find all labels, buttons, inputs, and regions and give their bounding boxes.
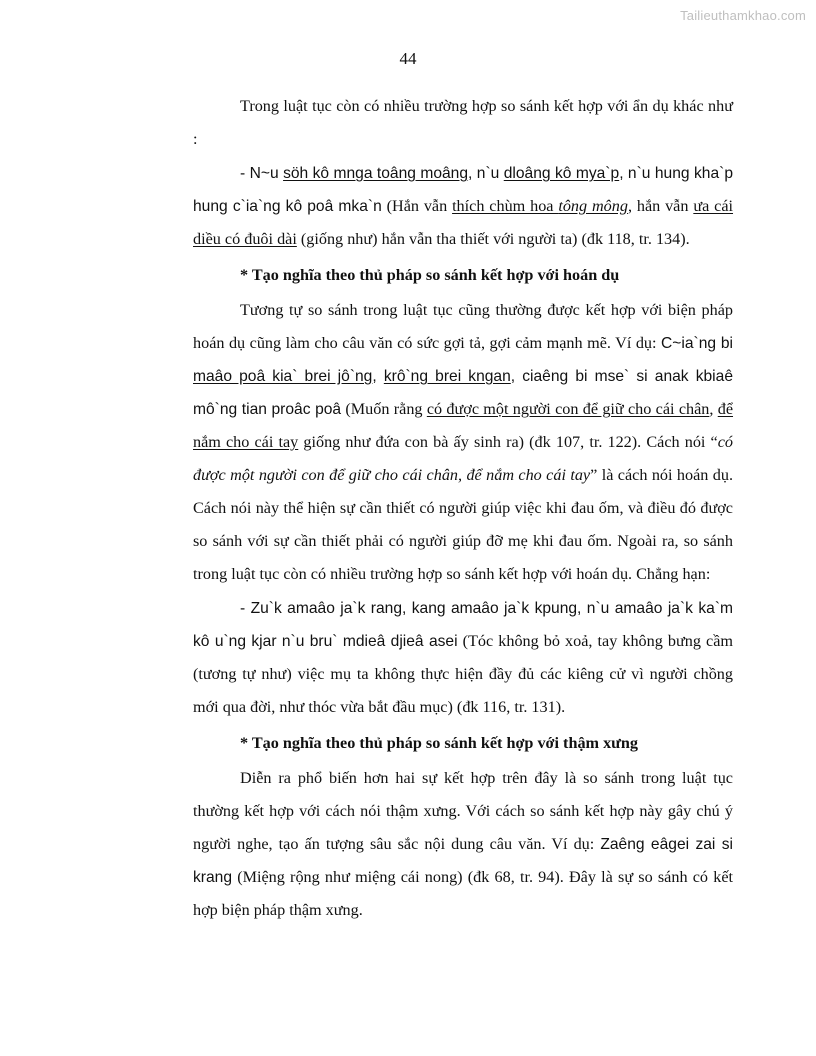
translation-underlined: để nắm cho cái tay: [193, 400, 734, 451]
paragraph-example-metaphor: [193, 157, 733, 256]
paragraph-metonymy: [193, 294, 733, 591]
paragraph-example-metonymy: [193, 592, 733, 724]
ede-text: - Zu`k amaâo ja`k rang, kang amaâo ja`k kpung, n`u amaâo ja`k ka`m kô u`ng kjar n`u bru` mdieâ djieâ asei: [193, 600, 733, 650]
ede-text-underlined: dloâng kô mya`p: [503, 165, 620, 182]
translation-underlined: có được một người con để giữ cho cái chân: [426, 400, 710, 418]
ede-text: , ciaêng bi mse` si anak kbiaê mô`ng tian proâc poâ: [193, 368, 733, 418]
translation-text: , hắn vẫn: [627, 197, 694, 215]
page-number: 44: [399, 49, 417, 68]
ede-text-underlined: söh kô mnga toâng moâng: [283, 165, 469, 182]
paragraph-hyperbole: [193, 762, 733, 927]
ede-text-underlined: krô`ng brei kngan: [383, 368, 511, 385]
ede-text-underlined: maâo poâ kia` brei jô`ng: [193, 368, 373, 385]
heading-metonymy: * Tạo nghĩa theo thủ pháp so sánh kết hợp với hoán dụ: [240, 266, 620, 284]
body-text: giống như đứa con bà ấy sinh ra) (đk 107, tr. 122). Cách nói “: [298, 433, 718, 451]
body-text: ” là cách nói hoán dụ. Cách nói này thể hiện sự cần thiết có người giúp việc khi đau ốm, và điều đó được so sánh với sự cần thiết phải có người giúp đỡ mẹ khi đau ốm. Ngoài ra, so sánh trong luật tục còn có nhiều trường hợp so sánh kết hợp với hoán dụ. Chẳng hạn:: [193, 466, 733, 583]
body-text: Tương tự so sánh trong luật tục cũng thường được kết hợp với biện pháp hoán dụ cũng làm cho câu văn có sức gợi tả, gợi cảm mạnh mẽ. Ví dụ:: [193, 301, 733, 352]
translation-text: (Muốn rằng: [341, 400, 427, 418]
translation-underlined: ưa cái diều có đuôi dài: [193, 197, 734, 248]
heading-hyperbole: * Tạo nghĩa theo thủ pháp so sánh kết hợp với thậm xưng: [240, 734, 638, 752]
paragraph-intro: Trong luật tục còn có nhiều trường hợp so sánh kết hợp với ẩn dụ khác như :: [193, 97, 733, 148]
translation-underlined-italic: tông mông: [558, 197, 628, 215]
ede-text: Zaêng eâgei zai si krang: [193, 836, 734, 886]
ede-text: , n`u hung kha`p hung c`ia`ng kô poâ mka`n: [193, 165, 733, 215]
translation-text: (Hắn vẫn: [381, 197, 453, 215]
ede-text: - N~u: [240, 165, 284, 182]
translation-text: ,: [709, 400, 718, 418]
ede-text: ,: [372, 368, 384, 385]
translation-text: (Tóc không bỏ xoả, tay không bưng cầm (tương tự như) việc mụ ta không thực hiện đầy đủ các kiêng cử vì người chồng mới qua đời, như thóc vừa bắt đầu mục) (đk 116, tr. 131).: [193, 632, 733, 716]
body-text: (Miệng rộng như miệng cái nong) (đk 68, tr. 94). Đây là sự so sánh có kết hợp biện pháp thậm xưng.: [193, 868, 733, 919]
ede-text: C~ia`ng bi: [661, 335, 733, 352]
ede-text: , n`u: [468, 165, 504, 182]
translation-text: (giống như) hắn vẫn tha thiết với người ta) (đk 118, tr. 134).: [296, 230, 690, 248]
quoted-italic: có được một người con để giữ cho cái chân, để nắm cho cái tay: [193, 433, 733, 484]
document-body: [193, 90, 733, 928]
body-text: Diễn ra phổ biến hơn hai sự kết hợp trên đây là so sánh trong luật tục thường kết hợp với cách nói thậm xưng. Với cách so sánh kết hợp này gây chú ý người nghe, tạo ấn tượng sâu sắc nội dung câu văn. Ví dụ:: [193, 769, 733, 853]
translation-underlined: thích chùm hoa: [452, 197, 559, 215]
watermark: Tailieuthamkhao.com: [680, 8, 806, 23]
